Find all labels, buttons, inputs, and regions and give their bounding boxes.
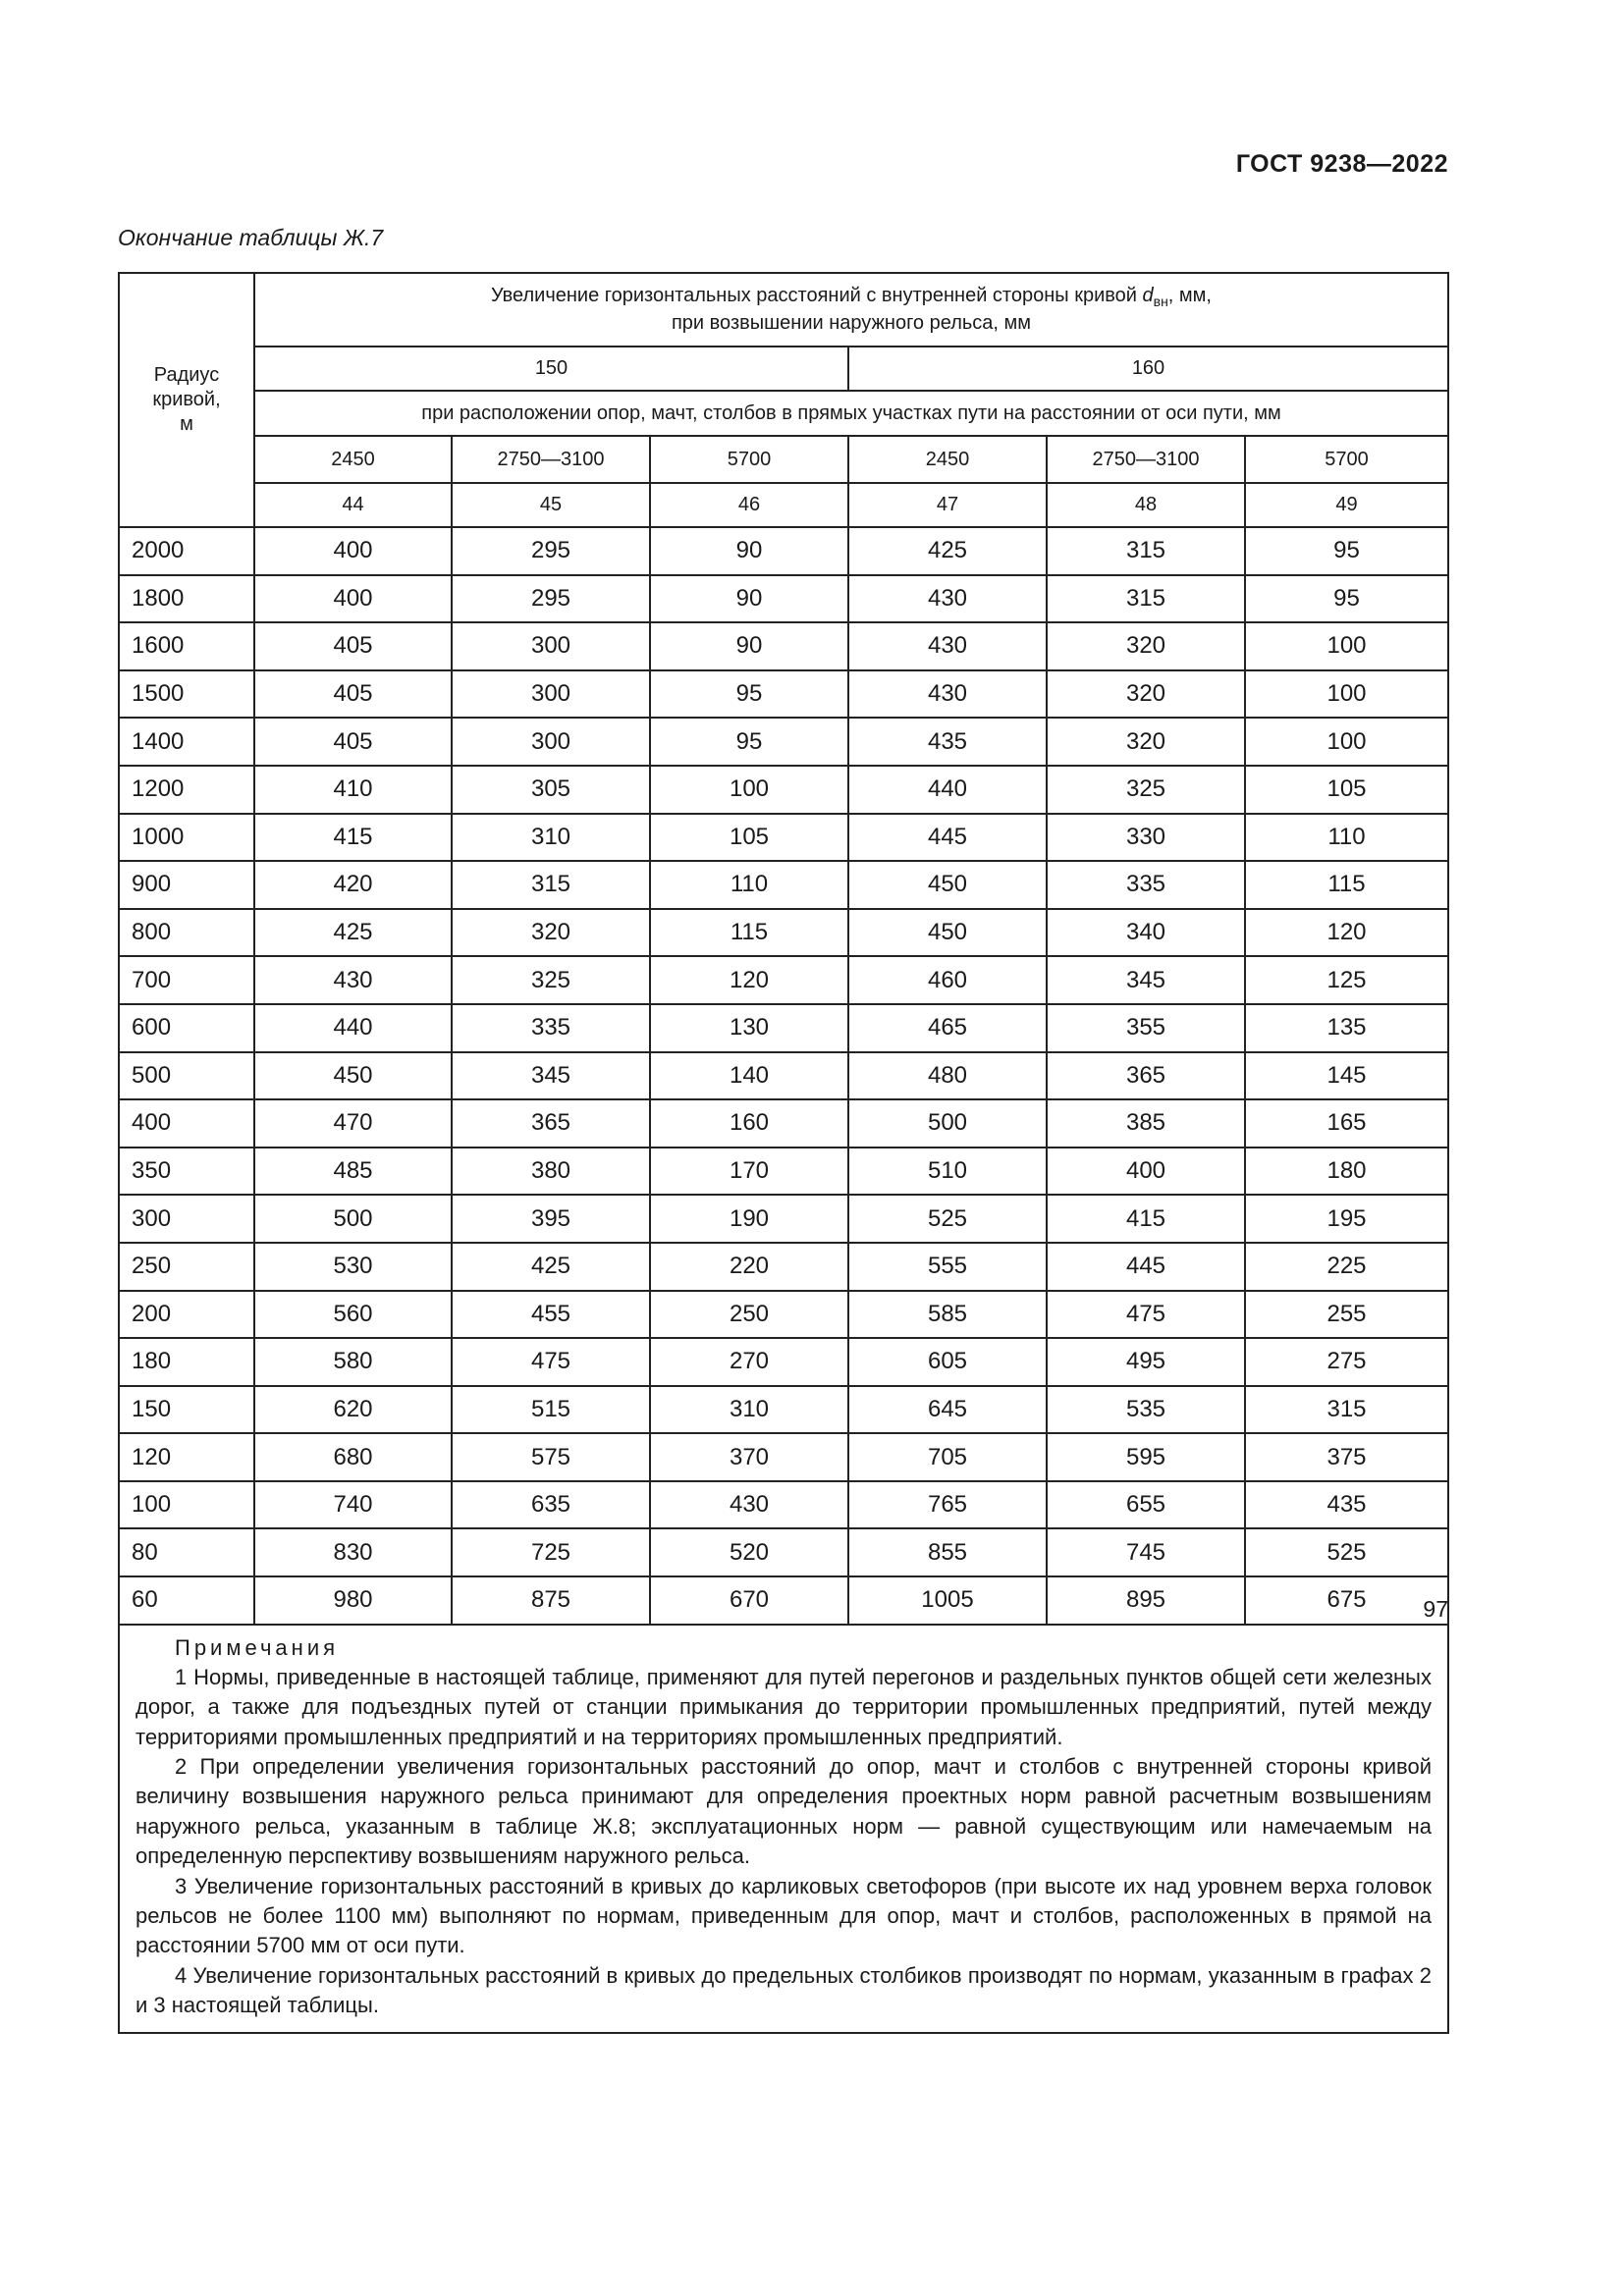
column-number: 46 [650, 483, 848, 527]
value-cell: 675 [1245, 1576, 1448, 1625]
notes-section [119, 1625, 1448, 2034]
value-cell: 415 [1047, 1195, 1245, 1243]
value-cell: 415 [254, 814, 452, 862]
value-cell: 250 [650, 1291, 848, 1339]
column-number: 49 [1245, 483, 1448, 527]
table-caption: Окончание таблицы Ж.7 [118, 225, 384, 250]
distance-header: 2450 [254, 436, 452, 483]
value-cell: 190 [650, 1195, 848, 1243]
value-cell: 475 [1047, 1291, 1245, 1339]
value-cell: 725 [452, 1528, 650, 1576]
value-cell: 475 [452, 1338, 650, 1386]
value-cell: 425 [452, 1243, 650, 1291]
value-cell: 400 [254, 575, 452, 623]
value-cell: 320 [1047, 718, 1245, 766]
table-row [119, 1576, 1448, 1625]
value-cell: 310 [650, 1386, 848, 1434]
value-cell: 370 [650, 1433, 848, 1481]
value-cell: 330 [1047, 814, 1245, 862]
value-cell: 100 [1245, 622, 1448, 670]
column-number: 44 [254, 483, 452, 527]
value-cell: 425 [254, 909, 452, 957]
radius-cell: 1600 [119, 622, 254, 670]
note-item: 3 Увеличение горизонтальных расстояний в кривых до карликовых светофоров (при высоте их над уровнем верха головок рельсов не более 1100 мм) выполняют по нормам, приведенным для опор, мачт и столбов, расположенных в прямой на расстоянии 5700 мм от оси пути. [135, 1873, 1432, 1958]
value-cell: 740 [254, 1481, 452, 1529]
value-cell: 365 [1047, 1052, 1245, 1100]
value-cell: 90 [650, 527, 848, 575]
value-cell: 345 [452, 1052, 650, 1100]
value-cell: 605 [848, 1338, 1047, 1386]
value-cell: 445 [848, 814, 1047, 862]
value-cell: 110 [1245, 814, 1448, 862]
table-row [119, 575, 1448, 623]
distance-header: 2750—3100 [1047, 436, 1245, 483]
table-row [119, 1338, 1448, 1386]
table-row [119, 1099, 1448, 1148]
value-cell: 585 [848, 1291, 1047, 1339]
value-cell: 320 [1047, 670, 1245, 719]
radius-cell: 700 [119, 956, 254, 1004]
radius-cell: 300 [119, 1195, 254, 1243]
value-cell: 405 [254, 670, 452, 719]
radius-cell: 1800 [119, 575, 254, 623]
value-cell: 595 [1047, 1433, 1245, 1481]
column-number: 47 [848, 483, 1047, 527]
value-cell: 145 [1245, 1052, 1448, 1100]
value-cell: 295 [452, 575, 650, 623]
value-cell: 435 [848, 718, 1047, 766]
value-cell: 105 [1245, 766, 1448, 814]
distance-header: 2450 [848, 436, 1047, 483]
value-cell: 1005 [848, 1576, 1047, 1625]
radius-cell: 250 [119, 1243, 254, 1291]
value-cell: 980 [254, 1576, 452, 1625]
value-cell: 320 [1047, 622, 1245, 670]
value-cell: 355 [1047, 1004, 1245, 1052]
radius-cell: 350 [119, 1148, 254, 1196]
table-row [119, 1148, 1448, 1196]
column-number: 45 [452, 483, 650, 527]
value-cell: 460 [848, 956, 1047, 1004]
value-cell: 430 [848, 622, 1047, 670]
value-cell: 275 [1245, 1338, 1448, 1386]
value-cell: 425 [848, 527, 1047, 575]
value-cell: 855 [848, 1528, 1047, 1576]
table-row [119, 1195, 1448, 1243]
table-row [119, 1386, 1448, 1434]
value-cell: 95 [650, 670, 848, 719]
table-row [119, 1052, 1448, 1100]
value-cell: 450 [848, 909, 1047, 957]
radius-cell: 100 [119, 1481, 254, 1529]
value-cell: 325 [1047, 766, 1245, 814]
value-cell: 400 [1047, 1148, 1245, 1196]
value-cell: 520 [650, 1528, 848, 1576]
value-cell: 430 [650, 1481, 848, 1529]
value-cell: 485 [254, 1148, 452, 1196]
value-cell: 345 [1047, 956, 1245, 1004]
value-cell: 195 [1245, 1195, 1448, 1243]
value-cell: 315 [1245, 1386, 1448, 1434]
value-cell: 255 [1245, 1291, 1448, 1339]
value-cell: 515 [452, 1386, 650, 1434]
value-cell: 455 [452, 1291, 650, 1339]
value-cell: 170 [650, 1148, 848, 1196]
value-cell: 500 [254, 1195, 452, 1243]
radius-cell: 150 [119, 1386, 254, 1434]
radius-cell: 400 [119, 1099, 254, 1148]
value-cell: 560 [254, 1291, 452, 1339]
notes-heading: Примечания [175, 1634, 340, 1660]
value-cell: 580 [254, 1338, 452, 1386]
table-row [119, 1004, 1448, 1052]
value-cell: 310 [452, 814, 650, 862]
document-code: ГОСТ 9238—2022 [1235, 150, 1448, 178]
table-row [119, 1243, 1448, 1291]
table-row [119, 1481, 1448, 1529]
value-cell: 495 [1047, 1338, 1245, 1386]
value-cell: 300 [452, 670, 650, 719]
value-cell: 95 [650, 718, 848, 766]
value-cell: 510 [848, 1148, 1047, 1196]
radius-cell: 500 [119, 1052, 254, 1100]
value-cell: 315 [1047, 527, 1245, 575]
value-cell: 180 [1245, 1148, 1448, 1196]
value-cell: 270 [650, 1338, 848, 1386]
column-number: 48 [1047, 483, 1245, 527]
value-cell: 410 [254, 766, 452, 814]
value-cell: 225 [1245, 1243, 1448, 1291]
value-cell: 340 [1047, 909, 1245, 957]
value-cell: 440 [254, 1004, 452, 1052]
value-cell: 120 [1245, 909, 1448, 957]
value-cell: 575 [452, 1433, 650, 1481]
value-cell: 450 [848, 861, 1047, 909]
value-cell: 670 [650, 1576, 848, 1625]
table-row [119, 766, 1448, 814]
page-number: 97 [1423, 1596, 1448, 1622]
table-row [119, 1291, 1448, 1339]
value-cell: 140 [650, 1052, 848, 1100]
radius-cell: 900 [119, 861, 254, 909]
note-item: 4 Увеличение горизонтальных расстояний в кривых до предельных столбиков производят по нормам, указанным в графах 2 и 3 настоящей таблицы. [135, 1962, 1432, 2017]
value-cell: 525 [848, 1195, 1047, 1243]
value-cell: 95 [1245, 527, 1448, 575]
distance-header: 5700 [650, 436, 848, 483]
value-cell: 525 [1245, 1528, 1448, 1576]
radius-cell: 600 [119, 1004, 254, 1052]
elevation-150-header: 150 [254, 347, 848, 391]
value-cell: 445 [1047, 1243, 1245, 1291]
value-cell: 380 [452, 1148, 650, 1196]
value-cell: 125 [1245, 956, 1448, 1004]
table-row [119, 956, 1448, 1004]
table-row [119, 1528, 1448, 1576]
value-cell: 95 [1245, 575, 1448, 623]
value-cell: 335 [452, 1004, 650, 1052]
table-row [119, 1433, 1448, 1481]
value-cell: 405 [254, 622, 452, 670]
value-cell: 100 [1245, 718, 1448, 766]
value-cell: 90 [650, 575, 848, 623]
table-title-header: Увеличение горизонтальных расстояний с внутренней стороны кривой $d_{вн}$, мм, при возвышении наружного рельса, мм [254, 273, 1448, 347]
table-row [119, 814, 1448, 862]
value-cell: 120 [650, 956, 848, 1004]
radius-cell: 1500 [119, 670, 254, 719]
value-cell: 655 [1047, 1481, 1245, 1529]
radius-cell: 200 [119, 1291, 254, 1339]
value-cell: 160 [650, 1099, 848, 1148]
value-cell: 365 [452, 1099, 650, 1148]
value-cell: 135 [1245, 1004, 1448, 1052]
value-cell: 320 [452, 909, 650, 957]
radius-cell: 800 [119, 909, 254, 957]
radius-cell: 60 [119, 1576, 254, 1625]
value-cell: 465 [848, 1004, 1047, 1052]
value-cell: 110 [650, 861, 848, 909]
value-cell: 470 [254, 1099, 452, 1148]
table-row [119, 909, 1448, 957]
table-row [119, 718, 1448, 766]
value-cell: 430 [848, 575, 1047, 623]
value-cell: 100 [650, 766, 848, 814]
value-cell: 300 [452, 622, 650, 670]
value-cell: 745 [1047, 1528, 1245, 1576]
value-cell: 375 [1245, 1433, 1448, 1481]
value-cell: 765 [848, 1481, 1047, 1529]
table-row [119, 527, 1448, 575]
value-cell: 100 [1245, 670, 1448, 719]
data-table [118, 272, 1449, 2034]
value-cell: 315 [452, 861, 650, 909]
value-cell: 705 [848, 1433, 1047, 1481]
value-cell: 635 [452, 1481, 650, 1529]
value-cell: 105 [650, 814, 848, 862]
value-cell: 385 [1047, 1099, 1245, 1148]
value-cell: 315 [1047, 575, 1245, 623]
value-cell: 295 [452, 527, 650, 575]
distance-header: 2750—3100 [452, 436, 650, 483]
note-item: 2 При определении увеличения горизонтальных расстояний до опор, мачт и столбов с внутренней стороны кривой величину возвышения наружного рельса принимают для определения проектных норм равной расчетным возвышениям наружного рельса, указанным в таблице Ж.8; эксплуатационных норм — равной существующим или намечаемым на определенную перспективу возвышениям наружного рельса. [135, 1754, 1432, 1869]
value-cell: 435 [1245, 1481, 1448, 1529]
value-cell: 115 [650, 909, 848, 957]
value-cell: 325 [452, 956, 650, 1004]
value-cell: 500 [848, 1099, 1047, 1148]
table-row [119, 670, 1448, 719]
value-cell: 400 [254, 527, 452, 575]
radius-cell: 1400 [119, 718, 254, 766]
value-cell: 450 [254, 1052, 452, 1100]
value-cell: 430 [254, 956, 452, 1004]
value-cell: 335 [1047, 861, 1245, 909]
radius-column-header: Радиус кривой, м [119, 273, 254, 527]
value-cell: 645 [848, 1386, 1047, 1434]
value-cell: 895 [1047, 1576, 1245, 1625]
value-cell: 480 [848, 1052, 1047, 1100]
value-cell: 875 [452, 1576, 650, 1625]
elevation-160-header: 160 [848, 347, 1448, 391]
value-cell: 620 [254, 1386, 452, 1434]
note-item: 1 Нормы, приведенные в настоящей таблице, применяют для путей перегонов и раздельных пунктов общей сети железных дорог, а также для подъездных путей от станции примыкания до территории промышленных предприятий, путей между территориями промышленных предприятий и на территориях промышленных предприятий. [135, 1665, 1432, 1749]
value-cell: 680 [254, 1433, 452, 1481]
value-cell: 535 [1047, 1386, 1245, 1434]
distance-header: 5700 [1245, 436, 1448, 483]
radius-cell: 120 [119, 1433, 254, 1481]
value-cell: 305 [452, 766, 650, 814]
table-row [119, 861, 1448, 909]
value-cell: 90 [650, 622, 848, 670]
value-cell: 555 [848, 1243, 1047, 1291]
value-cell: 420 [254, 861, 452, 909]
radius-cell: 1200 [119, 766, 254, 814]
radius-cell: 1000 [119, 814, 254, 862]
value-cell: 440 [848, 766, 1047, 814]
location-header: при расположении опор, мачт, столбов в прямых участках пути на расстоянии от оси пути, мм [254, 391, 1448, 436]
radius-cell: 180 [119, 1338, 254, 1386]
value-cell: 405 [254, 718, 452, 766]
value-cell: 130 [650, 1004, 848, 1052]
value-cell: 430 [848, 670, 1047, 719]
radius-cell: 80 [119, 1528, 254, 1576]
value-cell: 395 [452, 1195, 650, 1243]
value-cell: 115 [1245, 861, 1448, 909]
table-row [119, 622, 1448, 670]
radius-cell: 2000 [119, 527, 254, 575]
value-cell: 830 [254, 1528, 452, 1576]
value-cell: 530 [254, 1243, 452, 1291]
value-cell: 300 [452, 718, 650, 766]
value-cell: 165 [1245, 1099, 1448, 1148]
value-cell: 220 [650, 1243, 848, 1291]
